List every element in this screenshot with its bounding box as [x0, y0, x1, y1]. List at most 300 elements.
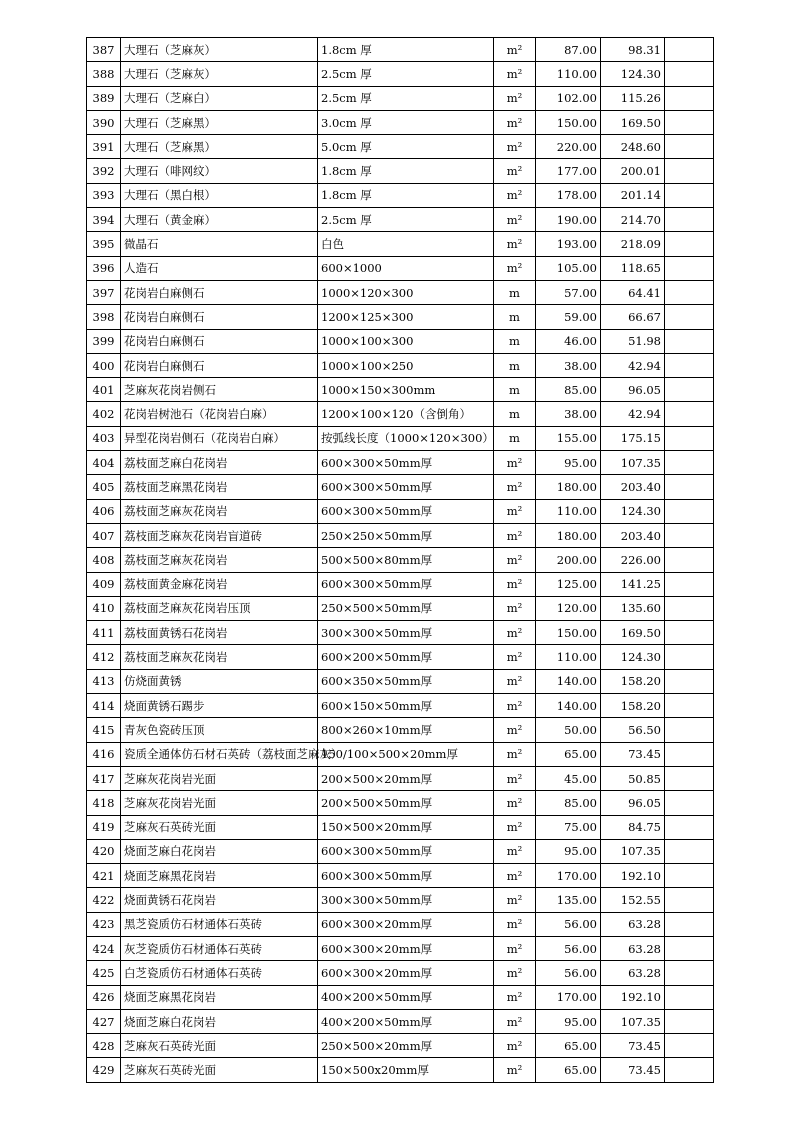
item-price-excl: 65.00 — [536, 742, 601, 766]
item-number: 426 — [87, 985, 121, 1009]
item-number: 420 — [87, 839, 121, 863]
item-remark — [665, 86, 714, 110]
item-name: 烧面黄锈石踢步 — [121, 694, 318, 718]
item-number: 421 — [87, 864, 121, 888]
item-remark — [665, 669, 714, 693]
item-number: 400 — [87, 353, 121, 377]
item-price-incl: 158.20 — [601, 694, 665, 718]
item-price-excl: 65.00 — [536, 1058, 601, 1082]
table-row — [87, 694, 714, 718]
item-remark — [665, 645, 714, 669]
item-name: 荔枝面芝麻灰花岗岩 — [121, 499, 318, 523]
item-unit: m — [494, 353, 536, 377]
item-name: 烧面芝麻黑花岗岩 — [121, 864, 318, 888]
item-spec: 2.5cm 厚 — [318, 208, 494, 232]
item-spec: 1.8cm 厚 — [318, 183, 494, 207]
item-price-excl: 59.00 — [536, 305, 601, 329]
table-row — [87, 499, 714, 523]
item-name: 芝麻灰石英砖光面 — [121, 815, 318, 839]
item-spec: 1.8cm 厚 — [318, 159, 494, 183]
item-spec: 3.0cm 厚 — [318, 110, 494, 134]
item-price-incl: 63.28 — [601, 912, 665, 936]
item-price-incl: 107.35 — [601, 1009, 665, 1033]
item-unit: m² — [494, 256, 536, 280]
item-unit: m — [494, 402, 536, 426]
item-unit: m² — [494, 159, 536, 183]
table-row — [87, 62, 714, 86]
item-remark — [665, 329, 714, 353]
item-remark — [665, 280, 714, 304]
item-spec: 1.8cm 厚 — [318, 38, 494, 62]
item-price-excl: 87.00 — [536, 38, 601, 62]
item-number: 418 — [87, 791, 121, 815]
item-remark — [665, 353, 714, 377]
item-name: 微晶石 — [121, 232, 318, 256]
item-number: 397 — [87, 280, 121, 304]
item-number: 428 — [87, 1034, 121, 1058]
item-remark — [665, 936, 714, 960]
item-price-excl: 155.00 — [536, 426, 601, 450]
item-number: 412 — [87, 645, 121, 669]
item-spec: 1000×120×300 — [318, 280, 494, 304]
item-price-excl: 170.00 — [536, 985, 601, 1009]
item-remark — [665, 232, 714, 256]
item-name: 仿烧面黄锈 — [121, 669, 318, 693]
item-price-excl: 150.00 — [536, 621, 601, 645]
item-number: 413 — [87, 669, 121, 693]
item-remark — [665, 742, 714, 766]
item-spec: 1000×100×250 — [318, 353, 494, 377]
item-unit: m — [494, 378, 536, 402]
item-name: 灰芝瓷质仿石材通体石英砖 — [121, 936, 318, 960]
item-number: 410 — [87, 596, 121, 620]
item-unit: m² — [494, 451, 536, 475]
item-price-incl: 42.94 — [601, 353, 665, 377]
item-name: 芝麻灰石英砖光面 — [121, 1058, 318, 1082]
item-number: 417 — [87, 766, 121, 790]
item-name: 芝麻灰石英砖光面 — [121, 1034, 318, 1058]
item-name: 白芝瓷质仿石材通体石英砖 — [121, 961, 318, 985]
item-spec: 300×300×50mm厚 — [318, 888, 494, 912]
table-row — [87, 888, 714, 912]
item-spec: 600×300×50mm厚 — [318, 864, 494, 888]
item-price-incl: 73.45 — [601, 1034, 665, 1058]
item-price-excl: 190.00 — [536, 208, 601, 232]
item-unit: m² — [494, 135, 536, 159]
item-name: 大理石（芝麻黑） — [121, 135, 318, 159]
item-name: 大理石（黑白根） — [121, 183, 318, 207]
table-row — [87, 183, 714, 207]
item-remark — [665, 159, 714, 183]
item-spec: 400×200×50mm厚 — [318, 985, 494, 1009]
table-row — [87, 645, 714, 669]
item-unit: m² — [494, 208, 536, 232]
item-price-incl: 158.20 — [601, 669, 665, 693]
item-remark — [665, 256, 714, 280]
item-spec: 1200×100×120（含倒角） — [318, 402, 494, 426]
item-number: 401 — [87, 378, 121, 402]
item-remark — [665, 839, 714, 863]
table-row — [87, 596, 714, 620]
item-spec: 250×500×20mm厚 — [318, 1034, 494, 1058]
item-name: 荔枝面黄金麻花岗岩 — [121, 572, 318, 596]
item-remark — [665, 596, 714, 620]
item-price-incl: 118.65 — [601, 256, 665, 280]
table-row — [87, 864, 714, 888]
item-number: 407 — [87, 523, 121, 547]
item-number: 423 — [87, 912, 121, 936]
item-price-excl: 38.00 — [536, 402, 601, 426]
item-price-incl: 56.50 — [601, 718, 665, 742]
item-remark — [665, 135, 714, 159]
item-price-incl: 124.30 — [601, 62, 665, 86]
item-number: 422 — [87, 888, 121, 912]
table-row — [87, 1009, 714, 1033]
item-price-incl: 66.67 — [601, 305, 665, 329]
item-remark — [665, 572, 714, 596]
item-price-incl: 141.25 — [601, 572, 665, 596]
item-number: 414 — [87, 694, 121, 718]
item-price-incl: 135.60 — [601, 596, 665, 620]
item-number: 395 — [87, 232, 121, 256]
item-number: 419 — [87, 815, 121, 839]
item-number: 399 — [87, 329, 121, 353]
item-price-excl: 102.00 — [536, 86, 601, 110]
table-row — [87, 378, 714, 402]
item-price-incl: 175.15 — [601, 426, 665, 450]
item-price-excl: 135.00 — [536, 888, 601, 912]
item-remark — [665, 426, 714, 450]
table-row — [87, 280, 714, 304]
item-spec: 600×300×50mm厚 — [318, 451, 494, 475]
table-row — [87, 718, 714, 742]
item-unit: m² — [494, 183, 536, 207]
item-unit: m² — [494, 864, 536, 888]
item-name: 芝麻灰花岗岩侧石 — [121, 378, 318, 402]
item-unit: m² — [494, 912, 536, 936]
item-name: 荔枝面芝麻灰花岗岩 — [121, 645, 318, 669]
item-spec: 600×300×50mm厚 — [318, 475, 494, 499]
item-name: 花岗岩白麻侧石 — [121, 353, 318, 377]
item-number: 409 — [87, 572, 121, 596]
table-row — [87, 523, 714, 547]
item-price-excl: 220.00 — [536, 135, 601, 159]
item-name: 荔枝面芝麻白花岗岩 — [121, 451, 318, 475]
item-name: 芝麻灰花岗岩光面 — [121, 791, 318, 815]
item-spec: 600×300×50mm厚 — [318, 572, 494, 596]
item-unit: m — [494, 305, 536, 329]
item-spec: 1000×100×300 — [318, 329, 494, 353]
item-remark — [665, 38, 714, 62]
item-number: 427 — [87, 1009, 121, 1033]
item-name: 大理石（芝麻灰） — [121, 62, 318, 86]
table-row — [87, 256, 714, 280]
table-row — [87, 86, 714, 110]
item-name: 烧面芝麻白花岗岩 — [121, 1009, 318, 1033]
table-row — [87, 426, 714, 450]
item-number: 389 — [87, 86, 121, 110]
item-unit: m² — [494, 596, 536, 620]
table-row — [87, 791, 714, 815]
item-unit: m² — [494, 1058, 536, 1082]
item-price-excl: 75.00 — [536, 815, 601, 839]
item-number: 402 — [87, 402, 121, 426]
item-name: 花岗岩树池石（花岗岩白麻） — [121, 402, 318, 426]
item-spec: 200×500×50mm厚 — [318, 791, 494, 815]
item-price-incl: 107.35 — [601, 451, 665, 475]
item-price-incl: 218.09 — [601, 232, 665, 256]
item-spec: 200×500×20mm厚 — [318, 766, 494, 790]
item-spec: 5.0cm 厚 — [318, 135, 494, 159]
item-spec: 150×500x20mm厚 — [318, 1058, 494, 1082]
item-unit: m² — [494, 110, 536, 134]
table-row — [87, 305, 714, 329]
item-name: 芝麻灰花岗岩光面 — [121, 766, 318, 790]
item-price-excl: 170.00 — [536, 864, 601, 888]
item-name: 花岗岩白麻侧石 — [121, 280, 318, 304]
item-unit: m² — [494, 815, 536, 839]
item-price-excl: 193.00 — [536, 232, 601, 256]
item-price-excl: 180.00 — [536, 523, 601, 547]
table-row — [87, 110, 714, 134]
table-row — [87, 985, 714, 1009]
item-spec: 1000×150×300mm — [318, 378, 494, 402]
item-price-incl: 203.40 — [601, 523, 665, 547]
item-remark — [665, 912, 714, 936]
item-price-incl: 98.31 — [601, 38, 665, 62]
item-name: 花岗岩白麻侧石 — [121, 305, 318, 329]
item-remark — [665, 718, 714, 742]
item-price-incl: 200.01 — [601, 159, 665, 183]
item-remark — [665, 1009, 714, 1033]
item-unit: m² — [494, 766, 536, 790]
item-spec: 600×300×50mm厚 — [318, 839, 494, 863]
item-price-incl: 169.50 — [601, 110, 665, 134]
item-number: 408 — [87, 548, 121, 572]
item-remark — [665, 62, 714, 86]
item-name: 荔枝面黄锈石花岗岩 — [121, 621, 318, 645]
table-row — [87, 669, 714, 693]
item-price-incl: 214.70 — [601, 208, 665, 232]
item-unit: m² — [494, 694, 536, 718]
item-unit: m² — [494, 718, 536, 742]
item-remark — [665, 621, 714, 645]
item-price-excl: 110.00 — [536, 499, 601, 523]
item-price-excl: 65.00 — [536, 1034, 601, 1058]
item-name: 黑芝瓷质仿石材通体石英砖 — [121, 912, 318, 936]
item-number: 394 — [87, 208, 121, 232]
item-number: 416 — [87, 742, 121, 766]
table-row — [87, 38, 714, 62]
item-number: 387 — [87, 38, 121, 62]
item-name: 异型花岗岩侧石（花岗岩白麻） — [121, 426, 318, 450]
item-name: 荔枝面芝麻黑花岗岩 — [121, 475, 318, 499]
item-price-incl: 192.10 — [601, 864, 665, 888]
item-price-excl: 95.00 — [536, 1009, 601, 1033]
table-row — [87, 475, 714, 499]
table-row — [87, 548, 714, 572]
item-unit: m² — [494, 961, 536, 985]
item-remark — [665, 888, 714, 912]
item-unit: m² — [494, 888, 536, 912]
item-price-incl: 63.28 — [601, 961, 665, 985]
item-price-incl: 201.14 — [601, 183, 665, 207]
item-remark — [665, 208, 714, 232]
table-row — [87, 766, 714, 790]
item-number: 396 — [87, 256, 121, 280]
item-unit: m² — [494, 38, 536, 62]
item-spec: 600×200×50mm厚 — [318, 645, 494, 669]
table-row — [87, 961, 714, 985]
item-price-excl: 150.00 — [536, 110, 601, 134]
item-number: 411 — [87, 621, 121, 645]
table-row — [87, 621, 714, 645]
item-name: 大理石（芝麻灰） — [121, 38, 318, 62]
item-spec: 250×250×50mm厚 — [318, 523, 494, 547]
table-row — [87, 329, 714, 353]
item-number: 415 — [87, 718, 121, 742]
item-price-excl: 85.00 — [536, 378, 601, 402]
item-spec: 2.5cm 厚 — [318, 86, 494, 110]
table-row — [87, 1058, 714, 1082]
item-price-incl: 73.45 — [601, 1058, 665, 1082]
item-remark — [665, 183, 714, 207]
item-unit: m² — [494, 475, 536, 499]
item-price-excl: 50.00 — [536, 718, 601, 742]
item-unit: m² — [494, 1034, 536, 1058]
table-row — [87, 208, 714, 232]
item-price-excl: 56.00 — [536, 961, 601, 985]
item-remark — [665, 499, 714, 523]
item-price-incl: 248.60 — [601, 135, 665, 159]
item-spec: 800×260×10mm厚 — [318, 718, 494, 742]
item-remark — [665, 548, 714, 572]
item-unit: m² — [494, 499, 536, 523]
item-spec: 500×500×80mm厚 — [318, 548, 494, 572]
item-unit: m² — [494, 86, 536, 110]
item-remark — [665, 402, 714, 426]
item-spec: 300×300×50mm厚 — [318, 621, 494, 645]
table-row — [87, 936, 714, 960]
item-number: 429 — [87, 1058, 121, 1082]
table-row — [87, 135, 714, 159]
item-number: 392 — [87, 159, 121, 183]
item-number: 425 — [87, 961, 121, 985]
item-name: 大理石（黄金麻） — [121, 208, 318, 232]
item-price-excl: 95.00 — [536, 839, 601, 863]
item-price-incl: 169.50 — [601, 621, 665, 645]
item-number: 405 — [87, 475, 121, 499]
item-price-incl: 42.94 — [601, 402, 665, 426]
item-price-incl: 64.41 — [601, 280, 665, 304]
item-spec: 150×500×20mm厚 — [318, 815, 494, 839]
item-price-excl: 200.00 — [536, 548, 601, 572]
item-price-excl: 125.00 — [536, 572, 601, 596]
item-spec: 150/100×500×20mm厚 — [318, 742, 494, 766]
item-name: 大理石（芝麻黑） — [121, 110, 318, 134]
item-price-excl: 180.00 — [536, 475, 601, 499]
item-remark — [665, 110, 714, 134]
table-row — [87, 451, 714, 475]
item-price-excl: 56.00 — [536, 936, 601, 960]
item-remark — [665, 694, 714, 718]
item-price-incl: 107.35 — [601, 839, 665, 863]
item-remark — [665, 475, 714, 499]
item-spec: 400×200×50mm厚 — [318, 1009, 494, 1033]
item-unit: m² — [494, 645, 536, 669]
item-unit: m — [494, 426, 536, 450]
table-body — [87, 38, 714, 1083]
item-unit: m² — [494, 621, 536, 645]
item-remark — [665, 1034, 714, 1058]
item-unit: m² — [494, 62, 536, 86]
item-name: 大理石（芝麻白） — [121, 86, 318, 110]
item-price-excl: 140.00 — [536, 694, 601, 718]
item-price-excl: 45.00 — [536, 766, 601, 790]
table-row — [87, 815, 714, 839]
item-price-incl: 115.26 — [601, 86, 665, 110]
item-price-excl: 178.00 — [536, 183, 601, 207]
item-name: 烧面芝麻白花岗岩 — [121, 839, 318, 863]
item-price-excl: 140.00 — [536, 669, 601, 693]
table-row — [87, 742, 714, 766]
table-row — [87, 1034, 714, 1058]
item-remark — [665, 305, 714, 329]
item-price-excl: 110.00 — [536, 62, 601, 86]
item-unit: m² — [494, 791, 536, 815]
item-price-excl: 56.00 — [536, 912, 601, 936]
item-unit: m — [494, 329, 536, 353]
item-name: 人造石 — [121, 256, 318, 280]
item-remark — [665, 451, 714, 475]
table-row — [87, 572, 714, 596]
item-number: 390 — [87, 110, 121, 134]
item-name: 烧面黄锈石花岗岩 — [121, 888, 318, 912]
item-unit: m² — [494, 985, 536, 1009]
item-price-excl: 95.00 — [536, 451, 601, 475]
item-number: 388 — [87, 62, 121, 86]
item-spec: 1200×125×300 — [318, 305, 494, 329]
item-price-incl: 124.30 — [601, 499, 665, 523]
item-spec: 白色 — [318, 232, 494, 256]
item-price-excl: 110.00 — [536, 645, 601, 669]
item-price-incl: 192.10 — [601, 985, 665, 1009]
item-unit: m² — [494, 1009, 536, 1033]
item-price-incl: 73.45 — [601, 742, 665, 766]
item-unit: m² — [494, 523, 536, 547]
item-spec: 600×150×50mm厚 — [318, 694, 494, 718]
item-remark — [665, 961, 714, 985]
item-price-incl: 84.75 — [601, 815, 665, 839]
item-unit: m² — [494, 232, 536, 256]
item-price-excl: 120.00 — [536, 596, 601, 620]
item-number: 404 — [87, 451, 121, 475]
item-name: 大理石（啡网纹） — [121, 159, 318, 183]
item-price-excl: 38.00 — [536, 353, 601, 377]
price-table — [86, 37, 714, 1083]
item-price-excl: 57.00 — [536, 280, 601, 304]
item-spec: 2.5cm 厚 — [318, 62, 494, 86]
item-remark — [665, 864, 714, 888]
item-price-incl: 50.85 — [601, 766, 665, 790]
item-price-excl: 46.00 — [536, 329, 601, 353]
item-name: 荔枝面芝麻灰花岗岩 — [121, 548, 318, 572]
item-price-incl: 226.00 — [601, 548, 665, 572]
item-price-incl: 124.30 — [601, 645, 665, 669]
item-name: 荔枝面芝麻灰花岗岩压顶 — [121, 596, 318, 620]
item-spec: 600×350×50mm厚 — [318, 669, 494, 693]
item-spec: 按弧线长度（1000×120×300） — [318, 426, 494, 450]
